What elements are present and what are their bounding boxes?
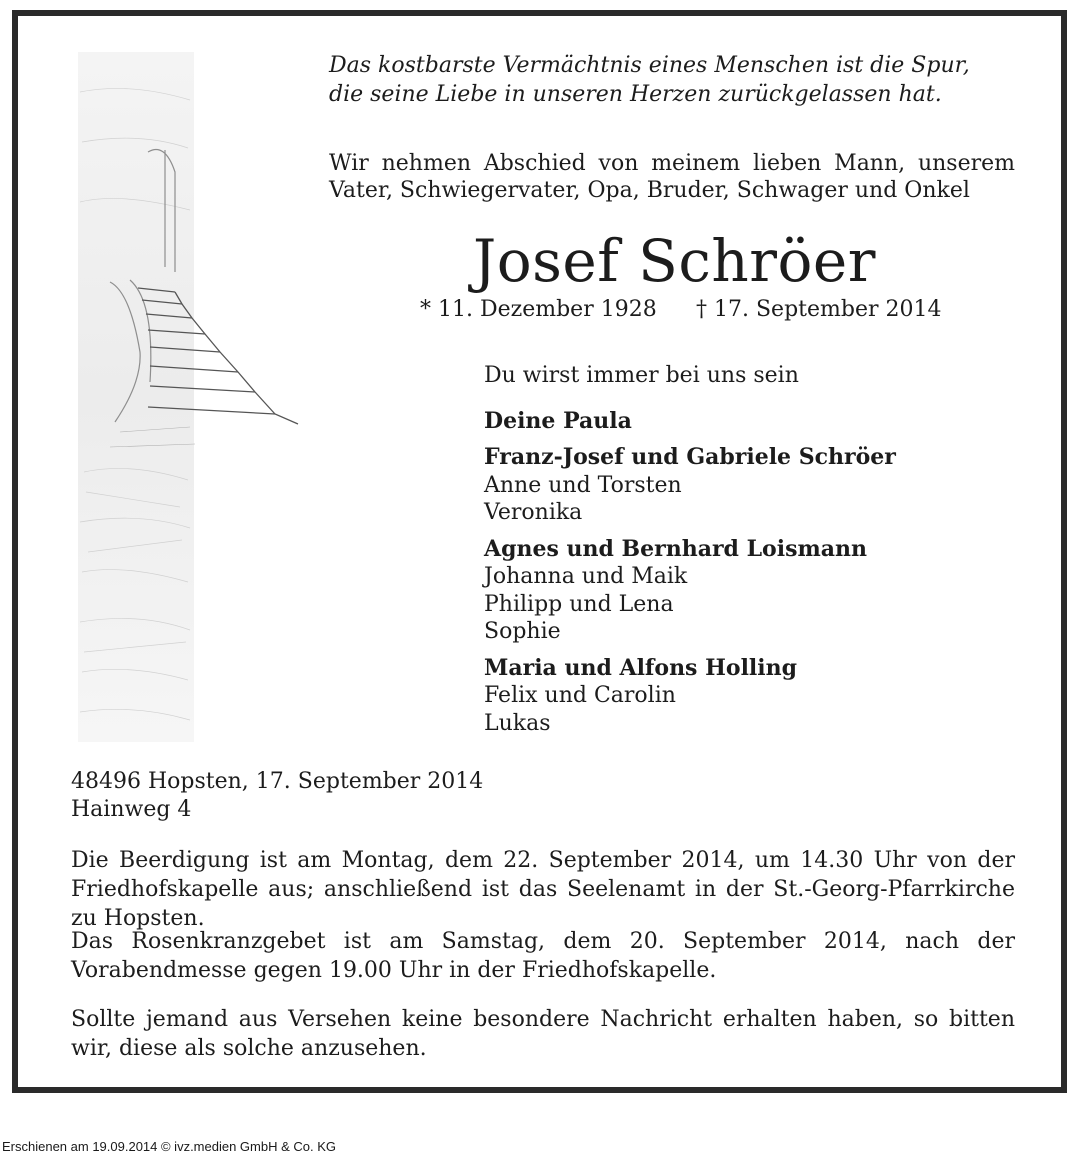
birth-date: * 11. Dezember 1928 [420, 297, 657, 322]
memorial-quote [329, 51, 1029, 109]
staircase-sketch-icon [70, 52, 310, 742]
street-address: Hainweg 4 [71, 797, 192, 822]
deceased-name: Josef Schröer [473, 227, 876, 295]
rosary-info: Das Rosenkranzgebet ist am Samstag, dem 20. September 2014, nach der Vorabendmesse gegen 19.00 Uhr in der Friedhofskapelle. [71, 929, 1015, 983]
notification-note: Sollte jemand aus Versehen keine besondere Nachricht erhalten haben, so bitten wir, diese als solche anzusehen. [71, 1007, 1015, 1061]
family-head: Maria und Alfons Holling [484, 654, 798, 681]
family-group [484, 536, 1044, 646]
family-group [484, 408, 1044, 436]
mourners-list [484, 362, 1044, 746]
family-member: Felix und Carolin [484, 683, 676, 708]
family-member: Johanna und Maik [484, 564, 688, 589]
farewell-intro: Wir nehmen Abschied von meinem lieben Mann, unserem Vater, Schwiegervater, Opa, Bruder, Schwager und Onkel [329, 151, 1015, 203]
family-member: Sophie [484, 619, 561, 644]
quote-line-2: die seine Liebe in unseren Herzen zurückgelassen hat. [329, 82, 942, 107]
publication-footer: Erschienen am 19.09.2014 © ivz.medien GmbH & Co. KG [2, 1139, 337, 1154]
family-group [484, 444, 1044, 527]
family-group [484, 655, 1044, 738]
mourners-motto: Du wirst immer bei uns sein [484, 363, 799, 388]
place-date: 48496 Hopsten, 17. September 2014 [71, 769, 484, 794]
family-member: Philipp und Lena [484, 591, 674, 617]
address-block [71, 768, 483, 824]
family-head: Franz-Josef und Gabriele Schröer [484, 444, 896, 470]
obituary-notice [12, 10, 1067, 1093]
family-head: Deine Paula [484, 407, 632, 434]
family-head: Agnes und Bernhard Loismann [484, 535, 867, 562]
funeral-info: Die Beerdigung ist am Montag, dem 22. September 2014, um 14.30 Uhr von der Friedhofskapelle aus; anschließend ist das Seelenamt in der St.-Georg-Pfarrkirche zu Hopsten. [71, 848, 1015, 931]
family-member: Anne und Torsten [484, 472, 682, 498]
family-member: Veronika [484, 500, 583, 525]
family-member: Lukas [484, 710, 551, 736]
death-date: † 17. September 2014 [696, 297, 942, 322]
quote-line-1: Das kostbarste Vermächtnis eines Menschen ist die Spur, [329, 53, 970, 78]
